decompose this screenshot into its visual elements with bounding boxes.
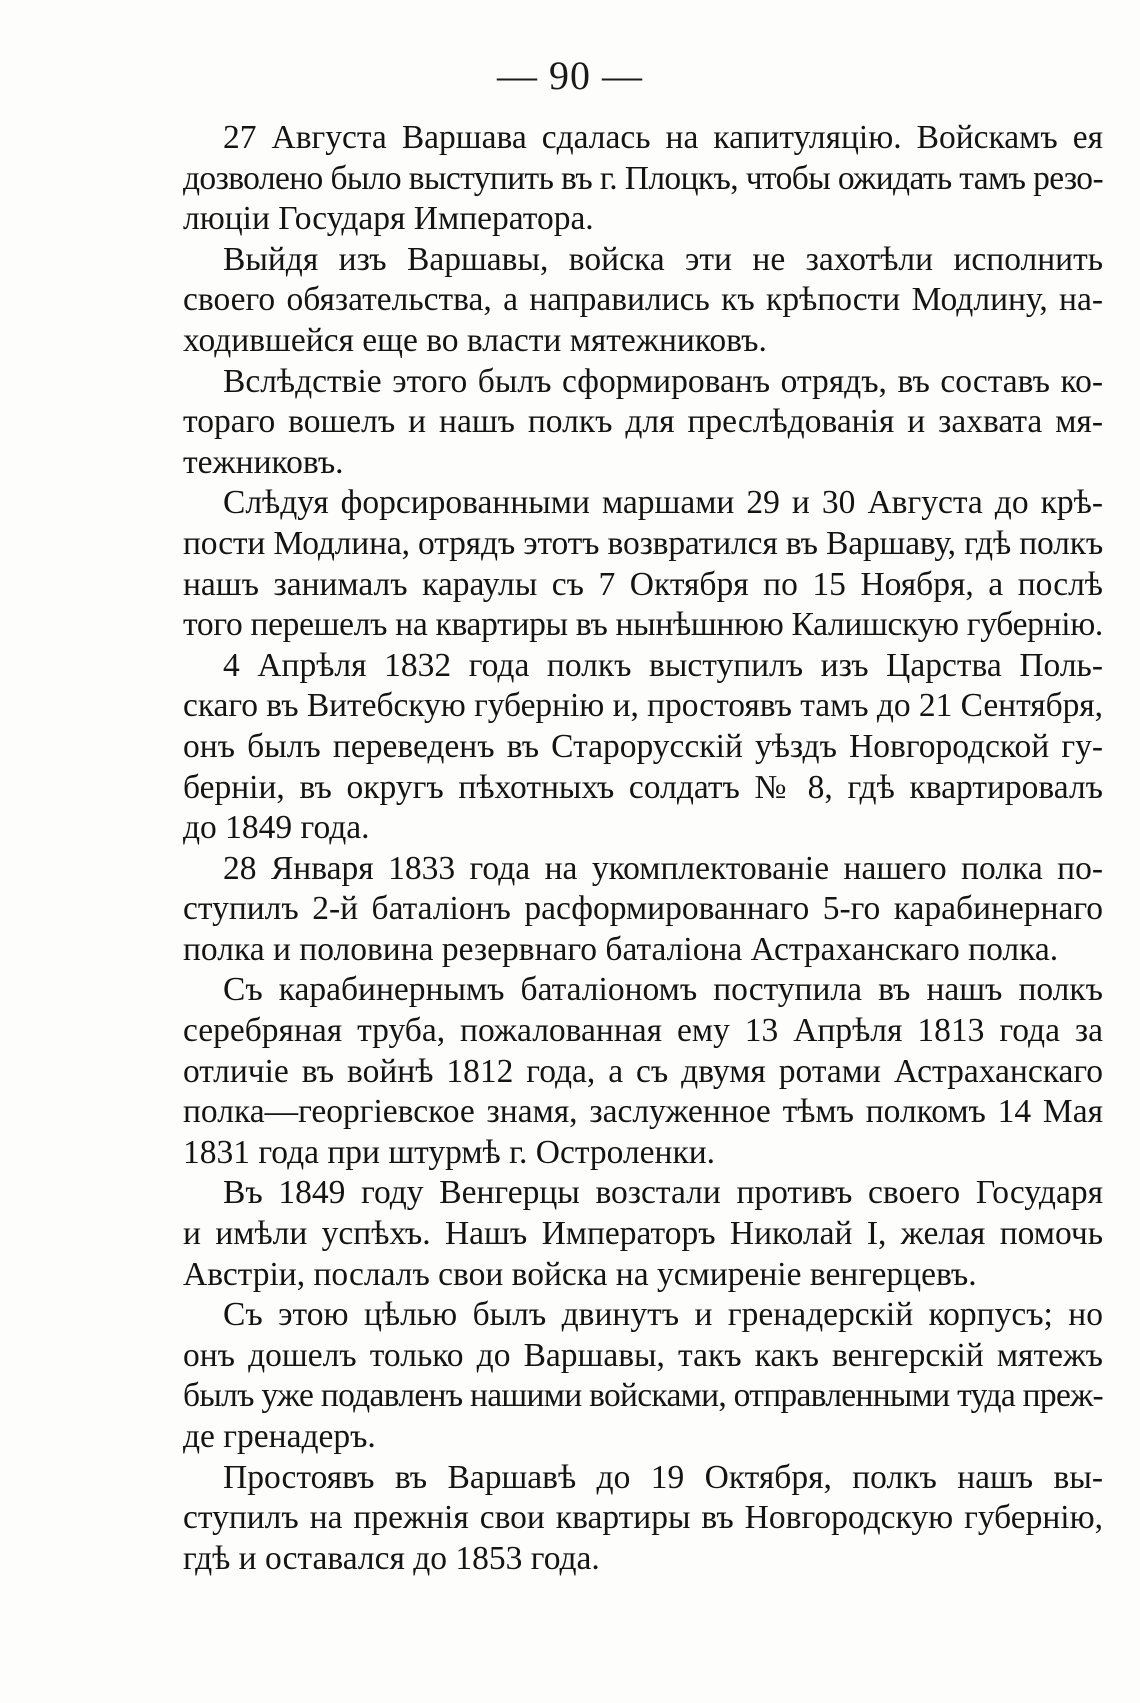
text-line: 4 Апрѣля 1832 года полкъ выступилъ изъ Царства Поль-: [223, 646, 1103, 684]
text-line: тежниковъ.: [183, 443, 344, 481]
text-line: Въ 1849 году Венгерцы возстали противъ своего Государя: [223, 1174, 1103, 1212]
text-line: скаго въ Витебскую губернію и, простоявъ тамъ до 21 Сентября,: [183, 687, 1103, 725]
paragraph: [143, 849, 1103, 971]
paragraph: [143, 1295, 1103, 1457]
text-line: ступилъ 2-й баталіонъ расформированнаго 5-го карабинернаго: [183, 890, 1103, 928]
text-line: отличіе въ войнѣ 1812 года, а съ двумя ротами Астраханскаго: [183, 1052, 1103, 1090]
paragraph: [143, 646, 1103, 849]
paragraph: [143, 240, 1103, 362]
paragraph: [143, 483, 1103, 645]
text-line: берніи, въ округъ пѣхотныхъ солдатъ № 8, гдѣ квартировалъ: [183, 768, 1103, 806]
text-line: Съ этою цѣлью былъ двинутъ и гренадерскій корпусъ; но: [223, 1296, 1103, 1334]
text-line: дозволено было выступить въ г. Плоцкъ, чтобы ожидать тамъ резо-: [183, 159, 1103, 197]
text-line: тораго вошелъ и нашъ полкъ для преслѣдованія и захвата мя-: [183, 403, 1103, 441]
text-line: серебряная труба, пожалованная ему 13 Апрѣля 1813 года за: [183, 1012, 1103, 1050]
text-line: де гренадеръ.: [183, 1418, 376, 1455]
text-line: Выйдя изъ Варшавы, войска эти не захотѣли исполнить: [223, 240, 1103, 278]
page-number: — 90 —: [497, 53, 643, 98]
text-line: люціи Государя Императора.: [183, 200, 594, 238]
paragraph: [143, 1458, 1103, 1580]
text-line: того перешелъ на квартиры въ нынѣшнюю Калишскую губернію.: [183, 606, 1103, 644]
text-line: Съ карабинернымъ баталіономъ поступила въ нашъ полкъ: [223, 971, 1103, 1009]
text-line: былъ уже подавленъ нашими войсками, отправленными туда преж-: [183, 1377, 1103, 1415]
paragraph: [143, 1173, 1103, 1295]
text-line: онъ былъ переведенъ въ Старорусскій уѣздъ Новгородской гу-: [183, 727, 1103, 765]
paragraph: [143, 362, 1103, 484]
text-line: 1831 года при штурмѣ г. Остроленки.: [183, 1133, 716, 1171]
text-line: Австріи, послалъ свои войска на усмиреніе венгерцевъ.: [183, 1255, 977, 1293]
text-line: и имѣли успѣхъ. Нашъ Императоръ Николай I, желая помочь: [183, 1215, 1103, 1253]
text-line: Вслѣдствіе этого былъ сформированъ отрядъ, въ составъ ко-: [223, 362, 1103, 400]
body-text: [143, 118, 1103, 1579]
text-line: 27 Августа Варшава сдалась на капитуляцію. Войскамъ ея: [223, 119, 1103, 156]
text-line: нашъ занималъ караулы съ 7 Октября по 15 Ноября, а послѣ: [183, 565, 1103, 603]
text-line: своего обязательства, а направились къ крѣпости Модлину, на-: [183, 281, 1103, 319]
text-line: пости Модлина, отрядъ этотъ возвратился въ Варшаву, гдѣ полкъ: [183, 524, 1103, 562]
paragraph: [143, 970, 1103, 1173]
text-line: ходившейся еще во власти мятежниковъ.: [183, 321, 767, 359]
text-line: онъ дошелъ только до Варшавы, такъ какъ венгерскій мятежъ: [183, 1336, 1103, 1374]
paragraph: [143, 118, 1103, 240]
text-line: до 1849 года.: [183, 809, 370, 847]
text-line: 28 Января 1833 года на укомплектованіе нашего полка по-: [223, 849, 1103, 887]
text-line: полка и половина резервнаго баталіона Астраханскаго полка.: [183, 930, 1059, 968]
text-line: гдѣ и оставался до 1853 года.: [183, 1539, 600, 1577]
text-line: полка—георгіевское знамя, заслуженное тѣмъ полкомъ 14 Мая: [183, 1093, 1103, 1131]
text-line: Слѣдуя форсированными маршами 29 и 30 Августа до крѣ-: [223, 484, 1103, 522]
text-line: ступилъ на прежнія свои квартиры въ Новгородскую губернію,: [183, 1499, 1103, 1537]
text-line: Простоявъ въ Варшавѣ до 19 Октября, полкъ нашъ вы-: [223, 1458, 1103, 1496]
